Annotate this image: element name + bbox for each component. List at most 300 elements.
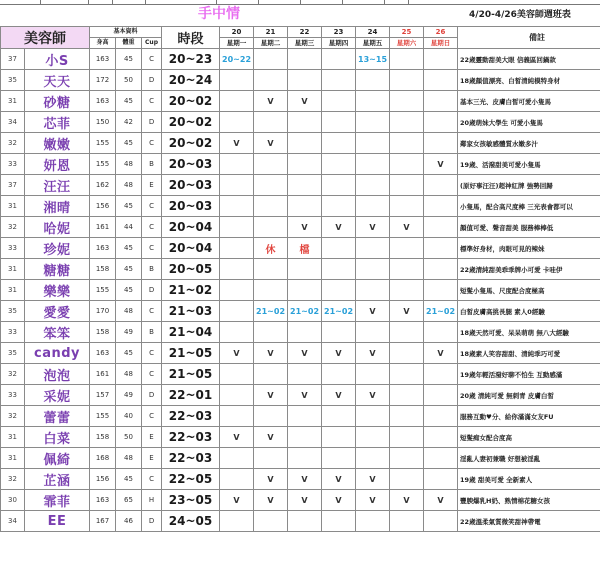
day-cell bbox=[424, 133, 458, 154]
cup-header: Cup bbox=[142, 38, 162, 49]
day-cell: V bbox=[356, 217, 390, 238]
day-cell bbox=[220, 448, 254, 469]
time-slot: 20~04 bbox=[162, 238, 220, 259]
height-cell: 167 bbox=[90, 511, 116, 532]
weight-cell: 45 bbox=[116, 196, 142, 217]
day-cell: V bbox=[288, 91, 322, 112]
day-cell bbox=[356, 364, 390, 385]
top-border-strip bbox=[0, 0, 600, 5]
day-cell bbox=[254, 448, 288, 469]
weekday-header: 星期六 bbox=[390, 38, 424, 49]
day-cell bbox=[356, 280, 390, 301]
note-cell: (原好事汪汪)超神紅牌 強勢回歸 bbox=[458, 175, 600, 196]
note-cell: 短髮小隻馬、尺度配合度極高 bbox=[458, 280, 600, 301]
day-cell bbox=[220, 406, 254, 427]
cup-cell: B bbox=[142, 259, 162, 280]
therapist-name: 湘晴 bbox=[25, 196, 90, 217]
height-cell: 161 bbox=[90, 217, 116, 238]
day-cell: V bbox=[424, 490, 458, 511]
height-header: 身高 bbox=[90, 38, 116, 49]
day-cell bbox=[322, 511, 356, 532]
day-cell bbox=[356, 70, 390, 91]
day-cell bbox=[220, 511, 254, 532]
table-row bbox=[1, 322, 600, 343]
day-cell: 21~02 bbox=[254, 301, 288, 322]
day-cell bbox=[424, 112, 458, 133]
day-cell bbox=[390, 511, 424, 532]
day-cell: V bbox=[322, 490, 356, 511]
day-date-header: 22 bbox=[288, 27, 322, 38]
day-cell: V bbox=[220, 133, 254, 154]
day-cell bbox=[424, 238, 458, 259]
day-cell: V bbox=[356, 343, 390, 364]
height-cell: 163 bbox=[90, 343, 116, 364]
day-date-header: 26 bbox=[424, 27, 458, 38]
day-cell bbox=[424, 175, 458, 196]
height-cell: 150 bbox=[90, 112, 116, 133]
day-cell: V bbox=[254, 385, 288, 406]
day-cell bbox=[390, 343, 424, 364]
weight-cell: 42 bbox=[116, 112, 142, 133]
row-number: 31 bbox=[1, 91, 25, 112]
height-cell: 155 bbox=[90, 154, 116, 175]
day-cell bbox=[288, 133, 322, 154]
weight-cell: 45 bbox=[116, 133, 142, 154]
note-cell: 19歲、活潑甜美可愛小隻馬 bbox=[458, 154, 600, 175]
time-slot: 20~24 bbox=[162, 70, 220, 91]
time-slot: 21~05 bbox=[162, 364, 220, 385]
day-date-header: 21 bbox=[254, 27, 288, 38]
weight-cell: 48 bbox=[116, 175, 142, 196]
height-cell: 163 bbox=[90, 91, 116, 112]
weight-cell: 44 bbox=[116, 217, 142, 238]
weekday-header: 星期一 bbox=[220, 38, 254, 49]
day-cell bbox=[356, 259, 390, 280]
day-cell bbox=[424, 259, 458, 280]
day-cell bbox=[390, 49, 424, 70]
weekday-header: 星期日 bbox=[424, 38, 458, 49]
day-cell bbox=[220, 322, 254, 343]
day-cell: V bbox=[288, 490, 322, 511]
table-row bbox=[1, 490, 600, 511]
day-cell bbox=[288, 196, 322, 217]
day-cell bbox=[220, 112, 254, 133]
day-cell bbox=[254, 280, 288, 301]
day-cell: V bbox=[322, 469, 356, 490]
note-cell: 19歲年輕活潑好聊不怕生 互動感滿 bbox=[458, 364, 600, 385]
therapist-name: 白菜 bbox=[25, 427, 90, 448]
cup-cell: E bbox=[142, 175, 162, 196]
day-cell: V bbox=[254, 427, 288, 448]
note-cell: 22歲溫柔氣質微笑甜神帶電 bbox=[458, 511, 600, 532]
day-cell: V bbox=[254, 133, 288, 154]
day-cell: V bbox=[220, 490, 254, 511]
day-cell bbox=[220, 259, 254, 280]
day-cell bbox=[390, 70, 424, 91]
therapist-name: 采妮 bbox=[25, 385, 90, 406]
day-date-header: 25 bbox=[390, 27, 424, 38]
table-row bbox=[1, 511, 600, 532]
day-cell bbox=[288, 49, 322, 70]
cup-cell: D bbox=[142, 385, 162, 406]
day-cell bbox=[220, 364, 254, 385]
cup-cell: C bbox=[142, 196, 162, 217]
day-cell bbox=[322, 364, 356, 385]
day-cell bbox=[322, 91, 356, 112]
day-cell bbox=[424, 469, 458, 490]
day-cell bbox=[390, 112, 424, 133]
day-cell bbox=[220, 385, 254, 406]
day-cell bbox=[322, 238, 356, 259]
therapist-name: EE bbox=[25, 511, 90, 532]
cup-cell: D bbox=[142, 112, 162, 133]
day-cell: V bbox=[356, 385, 390, 406]
therapist-name: 砂糖 bbox=[25, 91, 90, 112]
day-cell bbox=[220, 154, 254, 175]
therapist-name: 天天 bbox=[25, 70, 90, 91]
note-cell: 標準好身材，肉眼可見的辣妹 bbox=[458, 238, 600, 259]
day-cell: 21~02 bbox=[322, 301, 356, 322]
time-slot: 22~05 bbox=[162, 469, 220, 490]
row-number: 32 bbox=[1, 469, 25, 490]
note-cell: 20歲 清純可愛 無刺青 皮膚白皙 bbox=[458, 385, 600, 406]
day-cell bbox=[322, 70, 356, 91]
note-cell: 20歲萌妹大學生 可愛小隻馬 bbox=[458, 112, 600, 133]
day-cell: V bbox=[322, 217, 356, 238]
table-row bbox=[1, 427, 600, 448]
height-cell: 161 bbox=[90, 364, 116, 385]
day-cell bbox=[424, 406, 458, 427]
day-cell bbox=[356, 448, 390, 469]
therapist-name: 笨笨 bbox=[25, 322, 90, 343]
day-cell bbox=[322, 448, 356, 469]
weight-cell: 50 bbox=[116, 427, 142, 448]
roster-table bbox=[0, 26, 600, 532]
day-cell bbox=[322, 133, 356, 154]
therapist-name: candy bbox=[25, 343, 90, 364]
day-cell: V bbox=[322, 343, 356, 364]
day-cell: V bbox=[254, 91, 288, 112]
cup-cell: D bbox=[142, 511, 162, 532]
day-cell bbox=[390, 280, 424, 301]
day-cell bbox=[220, 301, 254, 322]
weight-cell: 45 bbox=[116, 259, 142, 280]
day-cell: V bbox=[390, 490, 424, 511]
table-row bbox=[1, 112, 600, 133]
day-cell bbox=[356, 427, 390, 448]
weekday-header: 星期二 bbox=[254, 38, 288, 49]
cup-cell: C bbox=[142, 217, 162, 238]
cup-cell: C bbox=[142, 364, 162, 385]
height-cell: 158 bbox=[90, 259, 116, 280]
day-cell bbox=[288, 112, 322, 133]
day-cell bbox=[288, 448, 322, 469]
time-slot: 23~05 bbox=[162, 490, 220, 511]
weight-cell: 45 bbox=[116, 91, 142, 112]
weight-header: 體重 bbox=[116, 38, 142, 49]
day-cell: V bbox=[356, 301, 390, 322]
note-cell: 18歲顏值漂亮、白皙清純模特身材 bbox=[458, 70, 600, 91]
day-cell bbox=[220, 175, 254, 196]
table-row bbox=[1, 91, 600, 112]
day-cell bbox=[254, 217, 288, 238]
day-cell bbox=[288, 259, 322, 280]
weight-cell: 50 bbox=[116, 70, 142, 91]
therapist-name: 蕾蕾 bbox=[25, 406, 90, 427]
day-cell bbox=[220, 217, 254, 238]
day-cell bbox=[220, 469, 254, 490]
day-cell: 21~02 bbox=[288, 301, 322, 322]
cup-cell: C bbox=[142, 469, 162, 490]
day-cell bbox=[322, 322, 356, 343]
weight-cell: 49 bbox=[116, 322, 142, 343]
note-cell: 19歲 甜美可愛 全新素人 bbox=[458, 469, 600, 490]
time-slot: 22~01 bbox=[162, 385, 220, 406]
time-slot: 21~05 bbox=[162, 343, 220, 364]
table-row bbox=[1, 196, 600, 217]
day-cell: V bbox=[424, 154, 458, 175]
height-cell: 155 bbox=[90, 133, 116, 154]
day-cell bbox=[220, 70, 254, 91]
day-cell bbox=[390, 238, 424, 259]
table-row bbox=[1, 301, 600, 322]
note-cell: 18歲素人笑容甜甜、清純乖巧可愛 bbox=[458, 343, 600, 364]
therapist-name: 嫩嫩 bbox=[25, 133, 90, 154]
day-cell bbox=[356, 91, 390, 112]
time-slot: 22~03 bbox=[162, 406, 220, 427]
time-slot: 20~02 bbox=[162, 91, 220, 112]
day-cell: V bbox=[322, 385, 356, 406]
weight-cell: 48 bbox=[116, 364, 142, 385]
day-cell bbox=[390, 259, 424, 280]
time-slot: 20~03 bbox=[162, 175, 220, 196]
day-cell: V bbox=[390, 301, 424, 322]
time-slot: 20~03 bbox=[162, 154, 220, 175]
day-cell bbox=[424, 49, 458, 70]
cup-cell: C bbox=[142, 343, 162, 364]
day-cell bbox=[254, 511, 288, 532]
weekday-header: 星期三 bbox=[288, 38, 322, 49]
weight-cell: 65 bbox=[116, 490, 142, 511]
day-cell: 休 bbox=[254, 238, 288, 259]
table-row bbox=[1, 469, 600, 490]
day-cell bbox=[220, 91, 254, 112]
day-cell bbox=[356, 112, 390, 133]
therapist-name: 妍恩 bbox=[25, 154, 90, 175]
day-cell bbox=[254, 154, 288, 175]
row-number: 32 bbox=[1, 217, 25, 238]
note-cell: 淫亂人妻初兼職 好想被淫亂 bbox=[458, 448, 600, 469]
day-cell bbox=[390, 175, 424, 196]
day-cell bbox=[288, 70, 322, 91]
day-cell bbox=[424, 91, 458, 112]
cup-cell: H bbox=[142, 490, 162, 511]
day-cell bbox=[424, 385, 458, 406]
therapist-name: 芯菲 bbox=[25, 112, 90, 133]
day-cell bbox=[390, 91, 424, 112]
cup-cell: D bbox=[142, 70, 162, 91]
day-cell bbox=[424, 427, 458, 448]
day-cell: V bbox=[254, 490, 288, 511]
row-number: 33 bbox=[1, 154, 25, 175]
height-cell: 158 bbox=[90, 322, 116, 343]
day-cell bbox=[288, 406, 322, 427]
day-cell: V bbox=[356, 490, 390, 511]
day-cell bbox=[356, 154, 390, 175]
day-cell bbox=[322, 175, 356, 196]
day-cell: 13~15 bbox=[356, 49, 390, 70]
therapist-name: 霏菲 bbox=[25, 490, 90, 511]
note-cell: 基本三光、皮膚白皙可愛小隻馬 bbox=[458, 91, 600, 112]
day-cell bbox=[288, 175, 322, 196]
day-cell bbox=[254, 364, 288, 385]
cup-cell: C bbox=[142, 49, 162, 70]
day-cell bbox=[288, 154, 322, 175]
roster-rows bbox=[1, 49, 600, 532]
day-cell bbox=[356, 196, 390, 217]
day-cell bbox=[356, 322, 390, 343]
day-cell bbox=[390, 322, 424, 343]
time-slot: 20~23 bbox=[162, 49, 220, 70]
therapist-name: 佩綺 bbox=[25, 448, 90, 469]
note-cell: 豐腴爆乳H奶、熟情棉花糖女孩 bbox=[458, 490, 600, 511]
therapist-name: 樂樂 bbox=[25, 280, 90, 301]
time-slot: 21~03 bbox=[162, 301, 220, 322]
height-cell: 163 bbox=[90, 49, 116, 70]
day-cell bbox=[424, 448, 458, 469]
cup-cell: E bbox=[142, 448, 162, 469]
day-cell bbox=[424, 280, 458, 301]
day-cell bbox=[254, 112, 288, 133]
time-slot: 20~02 bbox=[162, 112, 220, 133]
row-number: 34 bbox=[1, 112, 25, 133]
table-row bbox=[1, 280, 600, 301]
day-cell bbox=[254, 406, 288, 427]
note-cell: 服務互動♥分、給你滿滿女友FU bbox=[458, 406, 600, 427]
day-cell bbox=[288, 427, 322, 448]
height-cell: 170 bbox=[90, 301, 116, 322]
height-cell: 158 bbox=[90, 427, 116, 448]
row-number: 35 bbox=[1, 301, 25, 322]
day-cell bbox=[390, 448, 424, 469]
day-cell: V bbox=[288, 385, 322, 406]
day-cell: V bbox=[424, 343, 458, 364]
table-row bbox=[1, 364, 600, 385]
cup-cell: C bbox=[142, 406, 162, 427]
day-cell bbox=[322, 154, 356, 175]
day-cell: V bbox=[288, 217, 322, 238]
height-cell: 163 bbox=[90, 490, 116, 511]
day-cell bbox=[356, 511, 390, 532]
day-cell bbox=[322, 259, 356, 280]
day-cell bbox=[288, 280, 322, 301]
day-cell bbox=[220, 238, 254, 259]
weight-cell: 48 bbox=[116, 301, 142, 322]
table-row bbox=[1, 343, 600, 364]
time-slot: 20~02 bbox=[162, 133, 220, 154]
day-cell: 檔 bbox=[288, 238, 322, 259]
day-cell: 20~22 bbox=[220, 49, 254, 70]
therapist-name: 泡泡 bbox=[25, 364, 90, 385]
note-cell: 顏值可愛、聲音甜美 服務棒棒低 bbox=[458, 217, 600, 238]
height-cell: 163 bbox=[90, 238, 116, 259]
day-cell bbox=[254, 70, 288, 91]
weight-cell: 45 bbox=[116, 280, 142, 301]
day-date-header: 24 bbox=[356, 27, 390, 38]
note-cell: 22歲清純甜美乖乖牌小可愛 卡哇伊 bbox=[458, 259, 600, 280]
weekday-header: 星期四 bbox=[322, 38, 356, 49]
day-cell bbox=[288, 511, 322, 532]
day-cell bbox=[390, 133, 424, 154]
day-cell bbox=[322, 427, 356, 448]
note-cell: 鄰家女孩敏感體質水嫩多汁 bbox=[458, 133, 600, 154]
height-cell: 156 bbox=[90, 469, 116, 490]
row-number: 37 bbox=[1, 175, 25, 196]
note-cell: 小隻馬，配合高尺度棒 三光表會都可以 bbox=[458, 196, 600, 217]
day-cell bbox=[424, 511, 458, 532]
row-number: 37 bbox=[1, 49, 25, 70]
day-cell bbox=[424, 217, 458, 238]
note-cell: 18歲天然可愛、呆呆萌萌 無八大經驗 bbox=[458, 322, 600, 343]
day-cell bbox=[322, 49, 356, 70]
row-number: 34 bbox=[1, 511, 25, 532]
time-slot: 21~04 bbox=[162, 322, 220, 343]
cup-cell: C bbox=[142, 238, 162, 259]
day-cell: V bbox=[220, 427, 254, 448]
day-cell bbox=[220, 280, 254, 301]
day-cell bbox=[322, 196, 356, 217]
cup-cell: C bbox=[142, 301, 162, 322]
day-cell bbox=[254, 259, 288, 280]
therapist-name: 愛愛 bbox=[25, 301, 90, 322]
time-slot: 22~03 bbox=[162, 427, 220, 448]
cup-cell: E bbox=[142, 427, 162, 448]
day-cell bbox=[356, 133, 390, 154]
weight-cell: 45 bbox=[116, 238, 142, 259]
day-cell bbox=[288, 364, 322, 385]
therapist-name: 哈妮 bbox=[25, 217, 90, 238]
day-cell: V bbox=[288, 469, 322, 490]
day-cell bbox=[390, 469, 424, 490]
day-date-header: 23 bbox=[322, 27, 356, 38]
day-cell bbox=[424, 322, 458, 343]
name-column-header: 美容師 bbox=[1, 27, 90, 49]
weekday-header: 星期五 bbox=[356, 38, 390, 49]
day-cell bbox=[254, 322, 288, 343]
row-number: 31 bbox=[1, 259, 25, 280]
day-cell: V bbox=[254, 469, 288, 490]
height-cell: 155 bbox=[90, 406, 116, 427]
height-cell: 172 bbox=[90, 70, 116, 91]
height-cell: 155 bbox=[90, 280, 116, 301]
row-number: 31 bbox=[1, 448, 25, 469]
row-number: 33 bbox=[1, 238, 25, 259]
therapist-name: 珍妮 bbox=[25, 238, 90, 259]
time-slot: 24~05 bbox=[162, 511, 220, 532]
day-cell: V bbox=[390, 217, 424, 238]
table-row bbox=[1, 154, 600, 175]
row-number: 35 bbox=[1, 70, 25, 91]
day-cell bbox=[288, 322, 322, 343]
day-cell: V bbox=[356, 469, 390, 490]
day-cell: 21~02 bbox=[424, 301, 458, 322]
therapist-name: 糖糖 bbox=[25, 259, 90, 280]
day-cell: V bbox=[220, 343, 254, 364]
weight-cell: 48 bbox=[116, 154, 142, 175]
table-row bbox=[1, 406, 600, 427]
row-number: 33 bbox=[1, 322, 25, 343]
weight-cell: 46 bbox=[116, 511, 142, 532]
